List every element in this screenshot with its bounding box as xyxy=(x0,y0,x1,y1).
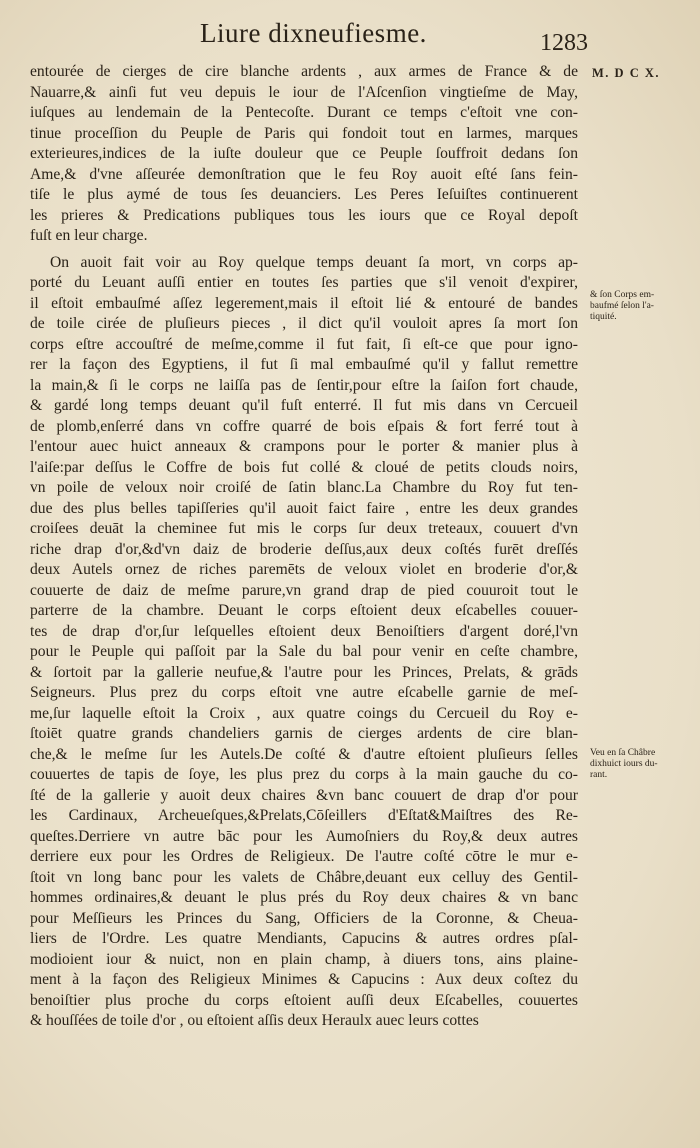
text-line: tes de drap d'or,ſur leſquelles eſtoient deux Benoiſtiers d'argent doré,l'vn xyxy=(30,622,578,640)
margin-note-line: Veu en ſa Châbre xyxy=(590,748,656,758)
text-line: benoiſtier plus proche du corps eſtoient auſſi deux Eſcabelles, couuertes xyxy=(30,991,578,1009)
text-line: l'entour auec huict anneaux & crampons pour le porter & manier plus à xyxy=(30,438,578,455)
text-line: hommes ordinaires,& deuant le plus prés du Roy deux chaires & vn banc xyxy=(30,889,578,906)
text-line: & gardé long temps deuant qu'il fuſt enterré. Il fut mis dans vn Cercueil xyxy=(30,397,578,414)
text-line: due des plus belles tapiſſeries qu'il auoit faict faire , entre les deux grandes xyxy=(30,499,578,517)
margin-note-line: tiquité. xyxy=(590,312,617,322)
text-line: liers de l'Ordre. Les quatre Mendiants, Capucins & autres ordres pſal- xyxy=(30,930,578,947)
text-line: fuſt en leur charge. xyxy=(30,227,148,244)
year-marginal: M. D C X. xyxy=(592,66,661,80)
text-line: il eſtoit embauſmé aſſez legerement,mais il eſtoit lié & entouré de bandes xyxy=(30,294,578,312)
main-text xyxy=(30,62,578,1032)
text-line: parterre de la chambre. Deuant le corps eſtoient deux eſcabelles couuer- xyxy=(30,602,578,619)
text-line: de toile cirée de pluſieurs pieces , il dict qu'il vouloit apres ſa mort ſon xyxy=(30,315,578,332)
text-line: couuertes de tapis de ſoye, les plus prez du corps à la main gauche du co- xyxy=(30,766,578,783)
text-line: derriere eux pour les Ordres de Religieux. De l'autre coſté cōtre le mur e- xyxy=(30,848,578,865)
text-line: riche drap d'or,&d'vn daiz de broderie deſſus,aux deux coſtés furēt dreſſés xyxy=(30,540,578,558)
margin-note-1 xyxy=(590,290,690,323)
margin-note-line: rant. xyxy=(590,770,608,780)
margin-note-line: & ſon Corps em- xyxy=(590,290,655,300)
text-line: la main,& ſi le corps ne laiſſa pas de ſentir,pour eſtre la ſaiſon fort chaude, xyxy=(30,376,578,394)
text-line: ment à la façon des Religieux Minimes & Capucins : Aux deux coſtez du xyxy=(30,971,578,988)
text-line: croiſees deuāt la cheminee fut mis le corps ſur deux treteaux, couuert d'vn xyxy=(30,520,578,537)
text-line: iuſques au lendemain de la Pentecoſte. Durant ce temps c'eſtoit vne con- xyxy=(30,104,578,121)
text-line: modioient iour & nuict, non en plain champ, à diuers tons, ains plaine- xyxy=(30,950,578,968)
text-line: tiſe le plus aymé de tous ſes deuanciers. Les Peres Ieſuiſtes continuerent xyxy=(30,186,578,203)
text-line: tinue proceſſion du Peuple de Paris qui fondoit tout en larmes, marques xyxy=(30,124,578,142)
text-line: Ame,& d'vne aſſeurée demonſtration que le feu Roy auoit eſté ſans fein- xyxy=(30,165,578,183)
text-line: me,ſur laquelle eſtoit la Croix , aux quatre coings du Cercueil du Roy e- xyxy=(30,704,578,722)
text-line: & houſſées de toile d'or , ou eſtoient aſſis deux Heraulx auec leurs cottes xyxy=(30,1012,479,1029)
margin-note-line: dixhuict iours du- xyxy=(590,759,658,769)
text-line: Seigneurs. Plus prez du corps eſtoit vne autre eſcabelle garnie de meſ- xyxy=(30,684,578,701)
text-line: Nauarre,& ainſi fut veu depuis le iour de l'Aſcenſion vingtieſme de May, xyxy=(30,83,578,101)
text-line: de plomb,enſerré dans vn coffre quarré de bois eſpais & fort ferré tout à xyxy=(30,417,578,435)
running-title: Liure dixneufiesme. xyxy=(200,18,427,48)
paragraph-2 xyxy=(30,253,578,1032)
text-line: couuerte de daiz de meſme parure,vn grand drap de pied couuroit tout le xyxy=(30,581,578,599)
paragraph-1 xyxy=(30,62,578,247)
text-line: ſtoiēt quatre grands chandeliers garnis de cierges ardents de cire blan- xyxy=(30,725,578,742)
text-line: vn poile de veloux noir croiſé de ſatin blanc.La Chambre du Roy fut ten- xyxy=(30,479,578,496)
text-line: les Cardinaux, Archeueſques,&Prelats,Cōſeillers d'Eſtat&Maiſtres des Re- xyxy=(30,807,578,824)
page-number: 1283 xyxy=(540,30,588,56)
text-line: entourée de cierges de cire blanche ardents , aux armes de France & de xyxy=(30,63,578,80)
text-line: corps eſtre accouſtré de meſme,comme il fut fait, ſi eſt-ce que pour igno- xyxy=(30,335,578,353)
margin-note-line: baufmé ſelon l'a- xyxy=(590,301,654,311)
text-line: pour Meſſieurs les Princes du Sang, Officiers de la Coronne, & Cheua- xyxy=(30,909,578,927)
text-line: l'aiſe:par deſſus le Coffre de bois fut collé & cloué de petits clouds noirs, xyxy=(30,458,578,476)
text-line: On auoit fait voir au Roy quelque temps deuant ſa mort, vn corps ap- xyxy=(50,253,578,271)
text-line: les prieres & Predications publiques tous les iours que ce Royal depoſt xyxy=(30,206,578,224)
text-line: ſtoit vn long banc pour les valets de Châbre,deuant eux celluy des Gentil- xyxy=(30,868,578,886)
text-line: pour le Peuple qui paſſoit par la Sale du bal pour venir en ceſte chambre, xyxy=(30,643,578,660)
text-line: che,& le meſme ſur les Autels.De coſté & d'autre eſtoient pluſieurs ſelles xyxy=(30,745,578,763)
text-line: ſté de la gallerie y auoit deux chaires &vn banc couuert de drap d'or pour xyxy=(30,786,578,804)
text-line: & ſortoit par la gallerie neufue,& l'autre pour les Princes, Prelats, & grāds xyxy=(30,663,578,681)
margin-note-2 xyxy=(590,748,690,781)
text-line: queſtes.Derriere vn autre bāc pour les Aumoſniers du Roy,& deux autres xyxy=(30,827,578,845)
text-line: exterieures,indices de la iuſte douleur que ce Peuple ſouffroit dedans ſon xyxy=(30,145,578,162)
text-line: rer la façon des Egyptiens, il fut ſi mal embauſmé qu'il y fallut remettre xyxy=(30,356,578,373)
text-line: porté du Leuant auſſi entier en toutes ſes parties que s'il venoit d'expirer, xyxy=(30,274,578,291)
text-line: deux Autels ornez de riches paremēts de veloux violet en broderie d'or,& xyxy=(30,561,578,578)
